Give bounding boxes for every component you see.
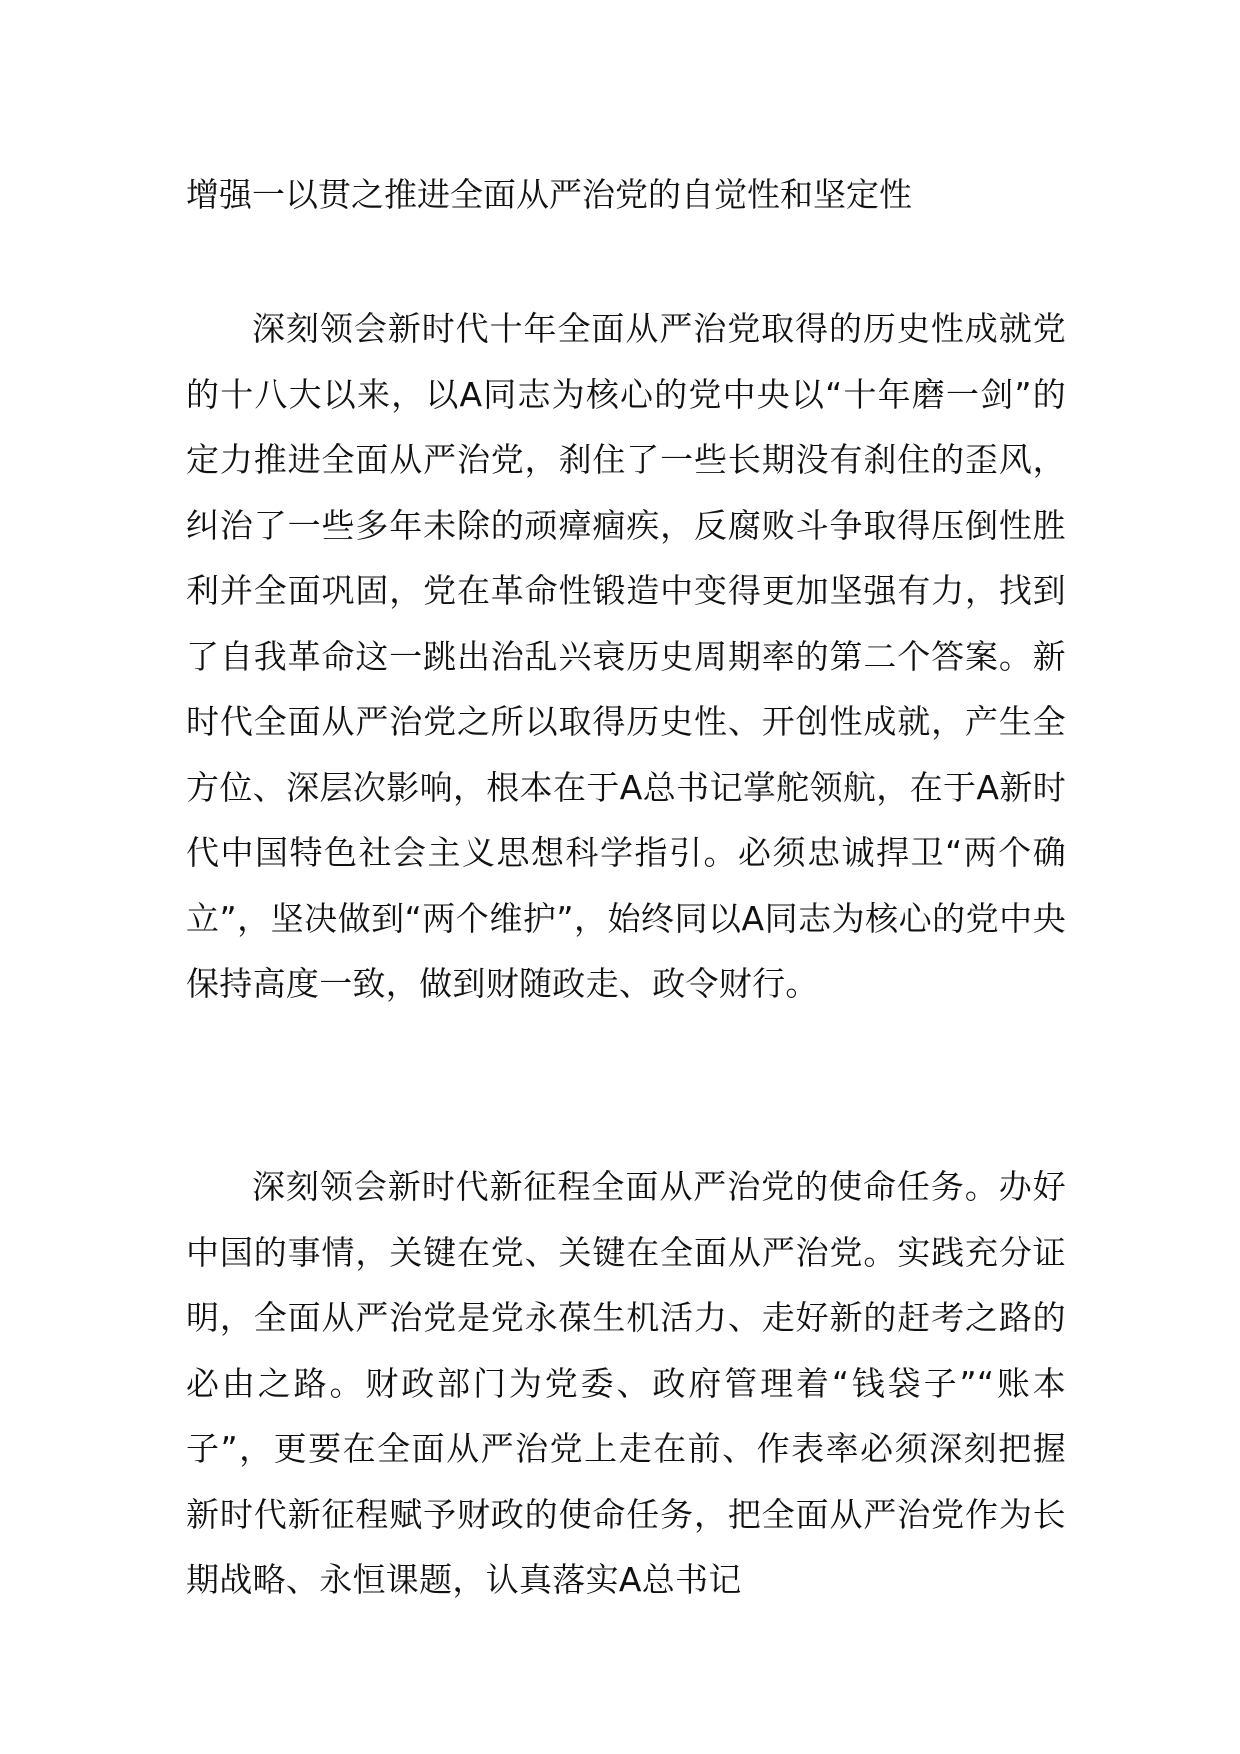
paragraph-2: 深刻领会新时代新征程全面从严治党的使命任务。办好中国的事情，关键在党、关键在全面从严治党。实践充分证明，全面从严治党是党永葆生机活力、走好新的赶考之路的必由之路。财政部门为党委、政府管理着“钱袋子”“账本子”，更要在全面从严治党上走在前、作表率必须深刻把握新时代新征程赋予财政的使命任务，把全面从严治党作为长期战略、永恒课题，认真落实A总书记 bbox=[186, 1167, 1066, 1599]
paragraph-1: 深刻领会新时代十年全面从严治党取得的历史性成就党的十八大以来，以A同志为核心的党中央以“十年磨一剑”的定力推进全面从严治党，刹住了一些长期没有刹住的歪风，纠治了一些多年未除的顽瘴痼疾，反腐败斗争取得压倒性胜利并全面巩固，党在革命性锻造中变得更加坚强有力，找到了自我革命这一跳出治乱兴衰历史周期率的第二个答案。新时代全面从严治党之所以取得历史性、开创性成就，产生全方位、深层次影响，根本在于A总书记掌舵领航，在于A新时代中国特色社会主义思想科学指引。必须忠诚捍卫“两个确立”，坚决做到“两个维护”，始终同以A同志为核心的党中央保持高度一致，做到财随政走、政令财行。 bbox=[186, 309, 1066, 1003]
document-title: 增强一以贯之推进全面从严治党的自觉性和坚定性 bbox=[186, 175, 912, 214]
